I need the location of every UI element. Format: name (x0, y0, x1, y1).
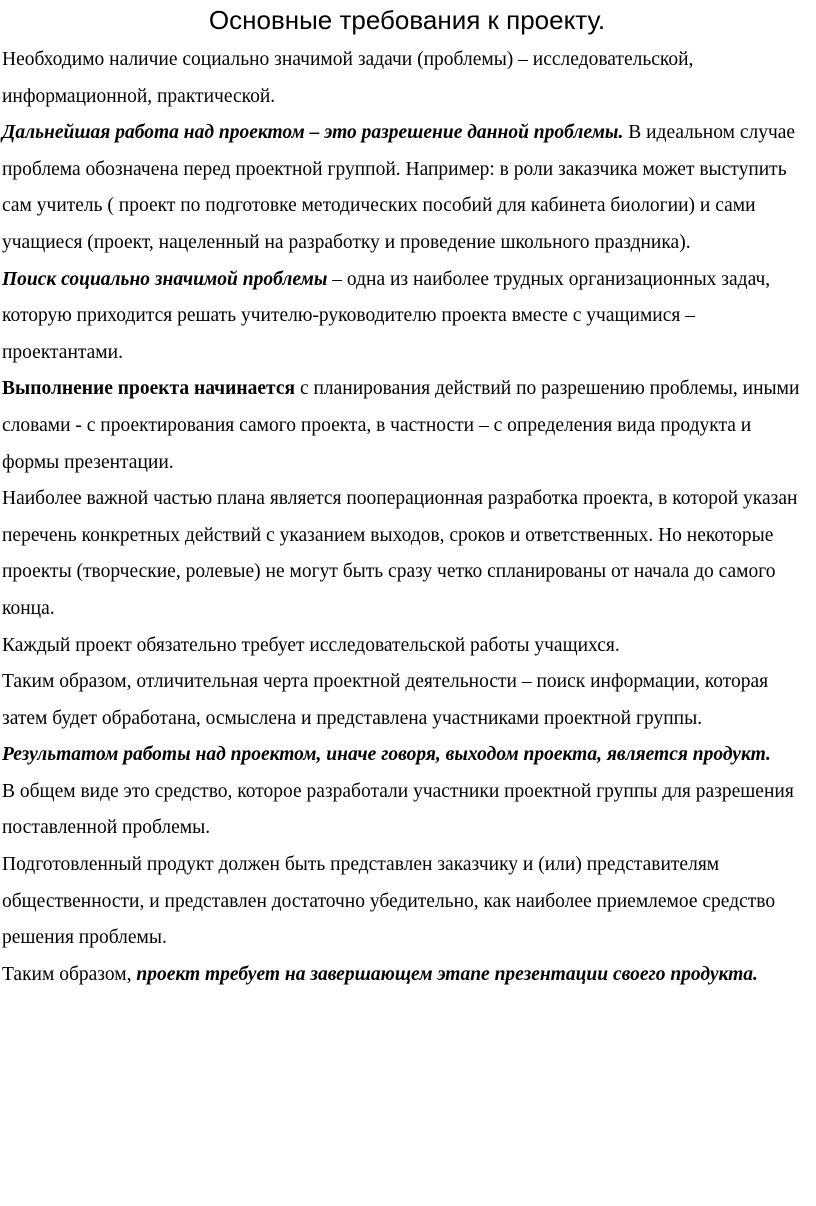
paragraph-text: Необходимо наличие социально значимой задачи (проблемы) – исследовательской, информационной, практической. (2, 49, 694, 107)
paragraph-text: с планирования действий по разрешению проблемы, иными словами - с проектирования самого проекта, в частности – с определения вида продукта и формы презентации. (2, 378, 800, 473)
paragraph-product-definition (2, 774, 812, 847)
paragraph-text: Подготовленный продукт должен быть представлен заказчику и (или) представителям общественности, и представлен достаточно убедительно, как наиболее приемлемое средство решения проблемы. (2, 854, 776, 949)
emphasis-text: Дальнейшая работа над проектом – это разрешение данной проблемы. (2, 122, 624, 144)
emphasis-text: Выполнение проекта начинается (2, 378, 296, 400)
paragraph-text: Каждый проект обязательно требует исследовательской работы учащихся. (2, 634, 620, 656)
paragraph-distinctive-feature (2, 664, 812, 737)
paragraph-project-start (2, 371, 812, 481)
paragraph-text: Таким образом, (2, 963, 137, 985)
emphasis-text: Результатом работы над проектом, иначе говоря, выходом проекта, является продукт. (2, 744, 771, 766)
paragraph-problem-search (2, 262, 812, 372)
paragraph-text: В общем виде это средство, которое разработали участники проектной группы для разрешения поставленной проблемы. (2, 780, 794, 839)
paragraph-result (2, 737, 812, 774)
paragraph-conclusion (2, 957, 812, 994)
emphasis-text: Поиск социально значимой проблемы (2, 268, 328, 290)
paragraph-plan (2, 481, 812, 627)
emphasis-text: проект требует на завершающем этапе презентации своего продукта. (136, 963, 758, 985)
paragraph-research (2, 628, 812, 665)
paragraph-text: Таким образом, отличительная черта проектной деятельности – поиск информации, которая затем будет обработана, осмыслена и представлена участниками проектной группы. (2, 671, 769, 729)
document-title: Основные требования к проекту. (208, 5, 606, 35)
paragraph-further-work (2, 115, 812, 261)
paragraph-product-presentation (2, 847, 812, 957)
paragraph-text: – одна из наиболее трудных организационных задач, которую приходится решать учителю-руководителю проекта вместе с учащимися – проектантами. (2, 268, 771, 363)
paragraph-text: Наиболее важной частью плана является пооперационная разработка проекта, в которой указан перечень конкретных действий с указанием выходов, сроков и ответственных. Но некоторые проекты (творческие, ролевые) не могут быть сразу четко спланированы от начала до самого конца. (2, 488, 798, 619)
paragraph-social-task (2, 42, 812, 115)
paragraph-text: В идеальном случае проблема обозначена перед проектной группой. Например: в роли заказчика может выступить сам учитель ( проект по подготовке методических пособий для кабинета биологии) и сами учащиеся (проект, нацеленный на разработку и проведение школьного праздника). (2, 122, 796, 253)
